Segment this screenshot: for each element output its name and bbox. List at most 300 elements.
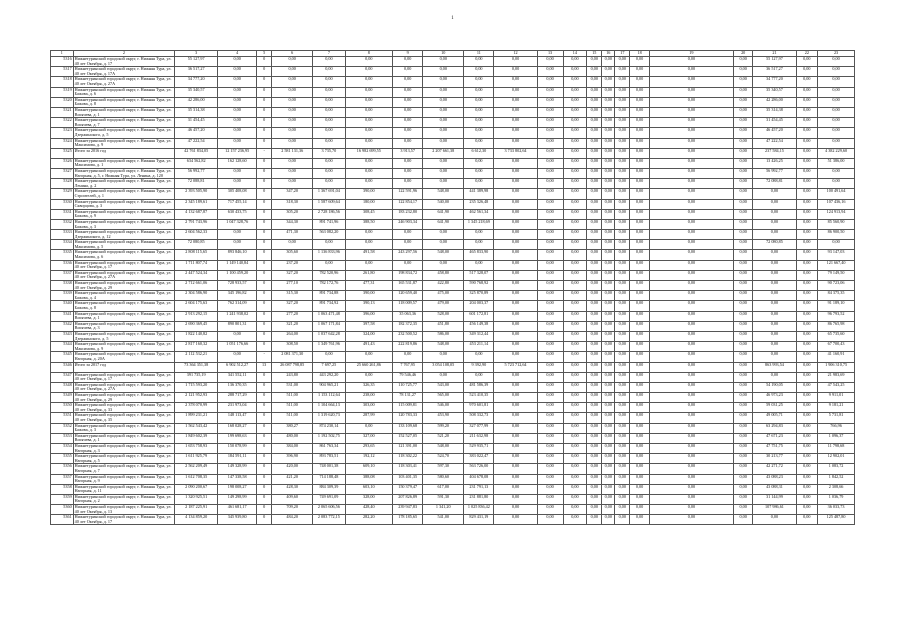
- value-cell: 548,00: [423, 342, 464, 352]
- value-cell: 0,00: [563, 250, 587, 260]
- value-cell: 2 690 369,45: [175, 321, 218, 331]
- value-cell: 21 983,69: [818, 372, 855, 382]
- value-cell: 462 561,34: [464, 209, 494, 219]
- value-cell: 891 734,92: [313, 301, 345, 311]
- value-cell: 0,00: [630, 331, 649, 341]
- value-cell: 0,00: [602, 464, 615, 474]
- row-number: 5351: [51, 413, 74, 423]
- value-cell: 0,00: [818, 107, 855, 117]
- value-cell: 349 312,44: [464, 331, 494, 341]
- value-cell: 609,10: [345, 464, 392, 474]
- value-cell: 0,00: [494, 433, 537, 443]
- value-cell: 1 367 691,04: [313, 189, 345, 199]
- value-cell: 409,60: [272, 494, 313, 504]
- value-cell: 121 667,40: [818, 260, 855, 270]
- value-cell: 0,00: [630, 484, 649, 494]
- value-cell: 893 846,10: [218, 250, 257, 260]
- value-cell: 0,00: [423, 352, 464, 362]
- value-cell: 7 697,25: [313, 362, 345, 372]
- value-cell: 0,00: [733, 464, 752, 474]
- value-cell: 0,00: [733, 311, 752, 321]
- value-cell: 1 341,20: [423, 505, 464, 515]
- value-cell: 0,00: [537, 454, 563, 464]
- address-cell: Нижнетуринский городской округ, г. Нижняя Тура, ул. Скворцова, д. 3: [73, 199, 174, 209]
- value-cell: 0,00: [753, 515, 796, 525]
- value-cell: 0,00: [563, 77, 587, 87]
- value-cell: 90 723,06: [818, 281, 855, 291]
- value-cell: 2 345 189,61: [175, 199, 218, 209]
- value-cell: 0,00: [753, 270, 796, 280]
- value-cell: 0,00: [313, 67, 345, 77]
- value-cell: 0,00: [563, 494, 587, 504]
- value-cell: 0,00: [393, 352, 423, 362]
- value-cell: 0,00: [587, 148, 602, 158]
- value-cell: 0,00: [649, 321, 733, 331]
- value-cell: 2 712 661,06: [175, 281, 218, 291]
- value-cell: 0,00: [563, 291, 587, 301]
- address-cell: Нижнетуринский городской округ, г. Нижняя Тура, ул. Максимова, д. 5: [73, 240, 174, 250]
- value-cell: 4 382 229,60: [818, 148, 855, 158]
- value-cell: 35 314,38: [753, 107, 796, 117]
- value-cell: 0,00: [602, 311, 615, 321]
- value-cell: 0,00: [602, 230, 615, 240]
- value-cell: 0,00: [313, 77, 345, 87]
- value-cell: 0,00: [313, 138, 345, 148]
- value-cell: 345 196,82: [218, 291, 257, 301]
- value-cell: 26 087 798,85: [272, 362, 313, 372]
- value-cell: 0,00: [218, 77, 257, 87]
- value-cell: 0,00: [272, 77, 313, 87]
- value-cell: 0,00: [615, 168, 630, 178]
- value-cell: 0,00: [393, 77, 423, 87]
- value-cell: 541,00: [423, 515, 464, 525]
- value-cell: 0,00: [796, 260, 818, 270]
- value-cell: 0,00: [563, 301, 587, 311]
- value-cell: 0,00: [423, 57, 464, 67]
- row-number: 5355: [51, 454, 74, 464]
- value-cell: 0,00: [393, 97, 423, 107]
- value-cell: 0,00: [630, 270, 649, 280]
- value-cell: 0,00: [464, 97, 494, 107]
- value-cell: 6 902 512,27: [218, 362, 257, 372]
- address-cell: Нижнетуринский городской округ, г. Нижняя Тура, ул. Бажова, д. 3: [73, 423, 174, 433]
- value-cell: 543,00: [423, 382, 464, 392]
- value-cell: 47 222,54: [175, 138, 218, 148]
- value-cell: 0,00: [733, 138, 752, 148]
- value-cell: 327,20: [272, 301, 313, 311]
- value-cell: 0,00: [630, 57, 649, 67]
- value-cell: 0,00: [649, 230, 733, 240]
- value-cell: 0,00: [602, 515, 615, 525]
- value-cell: 1 849 602,39: [175, 433, 218, 443]
- value-cell: 0,00: [218, 352, 257, 362]
- value-cell: 107 986,61: [753, 505, 796, 515]
- row-number: 5335: [51, 250, 74, 260]
- row-number: 5352: [51, 423, 74, 433]
- value-cell: 0,00: [733, 148, 752, 158]
- value-cell: 0,00: [796, 97, 818, 107]
- value-cell: 13: [257, 362, 272, 372]
- value-cell: 3 054 108,05: [423, 362, 464, 372]
- column-header: 2: [73, 51, 174, 57]
- value-cell: 231 973,04: [218, 403, 257, 413]
- table-row: [51, 281, 855, 291]
- value-cell: 601 172,81: [464, 311, 494, 321]
- value-cell: 2 791 743,96: [175, 219, 218, 229]
- value-cell: 0,00: [630, 230, 649, 240]
- value-cell: 0,00: [649, 423, 733, 433]
- value-cell: 388,50: [345, 219, 392, 229]
- value-cell: 749 691,09: [313, 494, 345, 504]
- row-number: 5326: [51, 158, 74, 168]
- value-cell: 277,10: [272, 281, 313, 291]
- value-cell: 0,00: [733, 199, 752, 209]
- value-cell: 118 009,57: [393, 301, 423, 311]
- value-cell: 0: [257, 372, 272, 382]
- value-cell: 0,00: [537, 118, 563, 128]
- value-cell: 521,20: [423, 433, 464, 443]
- value-cell: 0,00: [464, 107, 494, 117]
- value-cell: 0,00: [649, 148, 733, 158]
- value-cell: 0,00: [563, 342, 587, 352]
- value-cell: 0,00: [587, 128, 602, 138]
- value-cell: 861 763,34: [313, 443, 345, 453]
- value-cell: 2 090 200,67: [175, 484, 218, 494]
- value-cell: 0,00: [587, 454, 602, 464]
- value-cell: 0,00: [563, 403, 587, 413]
- value-cell: 0,00: [602, 331, 615, 341]
- value-cell: 122 591,96: [393, 189, 423, 199]
- value-cell: 0,00: [587, 118, 602, 128]
- value-cell: 1 047 328,76: [218, 219, 257, 229]
- value-cell: 0,00: [423, 107, 464, 117]
- value-cell: 0,00: [602, 413, 615, 423]
- value-cell: 93 147,03: [818, 250, 855, 260]
- value-cell: 2 083 772,15: [313, 515, 345, 525]
- value-cell: 617,00: [423, 484, 464, 494]
- value-cell: 0,00: [537, 342, 563, 352]
- address-cell: Нижнетуринский городской округ, г. Нижняя Тура, ул. Нагорная, д. 2: [73, 494, 174, 504]
- value-cell: 0,00: [563, 138, 587, 148]
- value-cell: 0,00: [345, 77, 392, 87]
- value-cell: 0,00: [537, 484, 563, 494]
- value-cell: 0,00: [563, 128, 587, 138]
- value-cell: 2 562 209,49: [175, 464, 218, 474]
- table-row: [51, 505, 855, 515]
- row-number: 5337: [51, 270, 74, 280]
- value-cell: 0: [257, 260, 272, 270]
- value-cell: 0,00: [587, 331, 602, 341]
- value-cell: 1 612 708,35: [175, 474, 218, 484]
- value-cell: 0,00: [602, 148, 615, 158]
- value-cell: 42 271,72: [753, 464, 796, 474]
- value-cell: 0,00: [649, 209, 733, 219]
- row-number: 5354: [51, 443, 74, 453]
- value-cell: 2 447 524,34: [175, 270, 218, 280]
- value-cell: 0,00: [602, 403, 615, 413]
- value-cell: 2 187 225,91: [175, 505, 218, 515]
- value-cell: 303,00: [345, 403, 392, 413]
- value-cell: 0,00: [218, 57, 257, 67]
- value-cell: 782 172,76: [313, 281, 345, 291]
- value-cell: 1 025 836,42: [464, 505, 494, 515]
- column-header: 11: [464, 51, 494, 57]
- value-cell: 0,00: [345, 158, 392, 168]
- value-cell: 0,00: [602, 372, 615, 382]
- value-cell: 0,00: [733, 413, 752, 423]
- value-cell: 0,00: [494, 464, 537, 474]
- value-cell: 0,00: [796, 362, 818, 372]
- value-cell: 0,00: [218, 87, 257, 97]
- value-cell: 0,00: [733, 168, 752, 178]
- table-row: [51, 158, 855, 168]
- value-cell: 0,00: [630, 97, 649, 107]
- value-cell: 0,00: [649, 291, 733, 301]
- value-cell: 2 304 586,90: [175, 291, 218, 301]
- value-cell: 0,00: [423, 128, 464, 138]
- value-cell: 1 715 593,20: [175, 382, 218, 392]
- value-cell: 0,00: [649, 199, 733, 209]
- value-cell: 0,00: [587, 240, 602, 250]
- value-cell: 0,00: [602, 240, 615, 250]
- value-cell: 2 378 070,99: [175, 403, 218, 413]
- value-cell: 0,00: [630, 209, 649, 219]
- value-cell: 0,00: [563, 148, 587, 158]
- row-number: 5319: [51, 87, 74, 97]
- value-cell: 0,00: [464, 128, 494, 138]
- value-cell: 0,00: [587, 413, 602, 423]
- value-cell: 0,00: [602, 199, 615, 209]
- value-cell: 0: [257, 77, 272, 87]
- value-cell: 136 370,35: [218, 382, 257, 392]
- value-cell: 0,00: [587, 382, 602, 392]
- value-cell: 1 241 938,02: [218, 311, 257, 321]
- value-cell: 0,00: [796, 464, 818, 474]
- value-cell: 46 457,20: [753, 128, 796, 138]
- value-cell: 0,00: [537, 352, 563, 362]
- row-number: 5329: [51, 189, 74, 199]
- value-cell: 0,00: [630, 321, 649, 331]
- address-cell: Нижнетуринский городской округ, г. Нижняя Тура, ул. 40 лет Октября, д. 27А: [73, 270, 174, 280]
- value-cell: 0,00: [563, 209, 587, 219]
- value-cell: 0,00: [587, 179, 602, 189]
- value-cell: 0,00: [464, 77, 494, 87]
- value-cell: 121 391,00: [393, 443, 423, 453]
- value-cell: 0,00: [615, 352, 630, 362]
- value-cell: 0: [257, 505, 272, 515]
- value-cell: 0,00: [272, 128, 313, 138]
- value-cell: 0,00: [494, 57, 537, 67]
- value-cell: 0,00: [630, 311, 649, 321]
- value-cell: 0,00: [537, 372, 563, 382]
- value-cell: 0,00: [615, 107, 630, 117]
- value-cell: 34 777,20: [753, 77, 796, 87]
- value-cell: 232 500,52: [393, 331, 423, 341]
- table-row: [51, 372, 855, 382]
- value-cell: 0: [257, 57, 272, 67]
- value-cell: 59 031,25: [753, 403, 796, 413]
- value-cell: 390,00: [345, 189, 392, 199]
- value-cell: 491,58: [345, 250, 392, 260]
- value-cell: 344,30: [272, 219, 313, 229]
- address-cell: Нижнетуринский городской округ, г. Нижняя Тура, ул. Строителей, д. 1: [73, 189, 174, 199]
- value-cell: 0: [257, 321, 272, 331]
- value-cell: 0,00: [615, 240, 630, 250]
- column-header: 15: [587, 51, 602, 57]
- value-cell: 0,00: [602, 382, 615, 392]
- value-cell: 168 028,27: [218, 423, 257, 433]
- value-cell: 305,20: [272, 209, 313, 219]
- value-cell: 0,00: [615, 464, 630, 474]
- value-cell: 72 088,81: [753, 179, 796, 189]
- value-cell: 0,00: [796, 270, 818, 280]
- value-cell: 0,00: [218, 168, 257, 178]
- value-cell: 0,00: [818, 87, 855, 97]
- value-cell: 0,00: [733, 260, 752, 270]
- value-cell: 0,00: [796, 331, 818, 341]
- value-cell: 0,00: [313, 168, 345, 178]
- value-cell: 0,00: [218, 331, 257, 341]
- value-cell: 0,00: [818, 118, 855, 128]
- value-cell: 0,00: [796, 138, 818, 148]
- table-row: [51, 87, 855, 97]
- value-cell: 0,00: [733, 281, 752, 291]
- value-cell: 0,00: [464, 179, 494, 189]
- value-cell: 0,00: [796, 107, 818, 117]
- value-cell: 42 761 834,05: [175, 148, 218, 158]
- value-cell: 0,00: [733, 382, 752, 392]
- value-cell: 1 842,52: [818, 474, 855, 484]
- value-cell: 0,00: [272, 107, 313, 117]
- value-cell: 0,00: [313, 179, 345, 189]
- value-cell: 0,00: [563, 219, 587, 229]
- column-header: 16: [602, 51, 615, 57]
- value-cell: 2 393 505,90: [175, 189, 218, 199]
- value-cell: 0,00: [649, 250, 733, 260]
- value-cell: 30 213,77: [753, 454, 796, 464]
- value-cell: 0,00: [733, 250, 752, 260]
- table-row: [51, 179, 855, 189]
- value-cell: 0: [257, 291, 272, 301]
- address-cell: Нижнетуринский городской округ, г. Нижняя Тура, ул. Ленина, д. 2: [73, 179, 174, 189]
- value-cell: 0,00: [649, 260, 733, 270]
- value-cell: 0,00: [649, 189, 733, 199]
- value-cell: 0,00: [345, 168, 392, 178]
- value-cell: 0,00: [733, 107, 752, 117]
- value-cell: 0,00: [537, 331, 563, 341]
- value-cell: 0,00: [393, 168, 423, 178]
- row-number: 5316: [51, 57, 74, 67]
- address-cell: Нижнетуринский городской округ, г. Нижняя Тура, ул. Нагорная, д. 5, г. Нижняя Тура, ул. Ленина, д. 120: [73, 168, 174, 178]
- value-cell: 0,00: [587, 372, 602, 382]
- value-cell: 0,00: [733, 270, 752, 280]
- value-cell: 0,00: [796, 158, 818, 168]
- value-cell: 591,30: [423, 494, 464, 504]
- address-cell: Итого за 2016 год: [73, 148, 174, 158]
- value-cell: 0,00: [393, 230, 423, 240]
- value-cell: 1 083,72: [818, 464, 855, 474]
- value-cell: 0,00: [818, 77, 855, 87]
- value-cell: 0,00: [494, 301, 537, 311]
- value-cell: 0,00: [649, 372, 733, 382]
- value-cell: 0,00: [587, 199, 602, 209]
- value-cell: 0,00: [649, 393, 733, 403]
- row-number: 5356: [51, 464, 74, 474]
- value-cell: 165 531,87: [393, 281, 423, 291]
- value-cell: 103 401,35: [393, 474, 423, 484]
- value-cell: 0,00: [563, 433, 587, 443]
- value-cell: 0,00: [587, 168, 602, 178]
- value-cell: 0,00: [615, 454, 630, 464]
- value-cell: 47 751,75: [753, 443, 796, 453]
- value-cell: 0,00: [494, 393, 537, 403]
- value-cell: 0,00: [733, 443, 752, 453]
- table-row: [51, 209, 855, 219]
- value-cell: 451,80: [423, 321, 464, 331]
- address-cell: Нижнетуринский городской округ, г. Нижняя Тура, ул. Дзержинского, д. 5: [73, 331, 174, 341]
- value-cell: 0,00: [602, 128, 615, 138]
- value-cell: 231 791,13: [464, 484, 494, 494]
- value-cell: 0,00: [753, 372, 796, 382]
- value-cell: 9 911,01: [818, 393, 855, 403]
- value-cell: 0: [257, 128, 272, 138]
- row-number: 5323: [51, 128, 74, 138]
- value-cell: 7 767,95: [393, 362, 423, 372]
- value-cell: 0: [257, 240, 272, 250]
- value-cell: 461 681,17: [218, 505, 257, 515]
- value-cell: 453,90: [423, 413, 464, 423]
- value-cell: 484,20: [272, 515, 313, 525]
- table-row: [51, 342, 855, 352]
- value-cell: 0,00: [563, 484, 587, 494]
- value-cell: 0,00: [218, 128, 257, 138]
- value-cell: 36 517,27: [175, 67, 218, 77]
- value-cell: 0,00: [537, 77, 563, 87]
- value-cell: 0,00: [796, 128, 818, 138]
- value-cell: 0,00: [630, 403, 649, 413]
- value-cell: 0,00: [218, 179, 257, 189]
- value-cell: 0: [257, 87, 272, 97]
- value-cell: 308,50: [272, 342, 313, 352]
- value-cell: 0: [257, 413, 272, 423]
- row-number: 5357: [51, 474, 74, 484]
- value-cell: 1 096,37: [818, 433, 855, 443]
- value-cell: 0,00: [753, 209, 796, 219]
- value-cell: 0,00: [733, 352, 752, 362]
- value-cell: 0,00: [602, 505, 615, 515]
- value-cell: 0,00: [602, 443, 615, 453]
- value-cell: 0,00: [464, 118, 494, 128]
- value-cell: 0,00: [753, 250, 796, 260]
- value-cell: 1 067 171,84: [313, 321, 345, 331]
- address-cell: Нижнетуринский городской округ, г. Нижняя Тура, ул. Максимова, д. 9: [73, 138, 174, 148]
- column-header: 3: [175, 51, 218, 57]
- value-cell: 341 552,11: [218, 372, 257, 382]
- value-cell: 0,00: [272, 240, 313, 250]
- value-cell: 0,00: [313, 87, 345, 97]
- value-cell: 0,00: [630, 67, 649, 77]
- table-row: [51, 362, 855, 372]
- value-cell: 72 080,85: [753, 240, 796, 250]
- value-cell: 0,00: [345, 118, 392, 128]
- value-cell: 321,20: [272, 321, 313, 331]
- value-cell: 0,00: [615, 413, 630, 423]
- value-cell: 0,00: [649, 464, 733, 474]
- value-cell: 1 711 807,74: [175, 260, 218, 270]
- value-cell: 0,00: [563, 189, 587, 199]
- value-cell: 0,00: [796, 209, 818, 219]
- value-cell: 0,00: [345, 240, 392, 250]
